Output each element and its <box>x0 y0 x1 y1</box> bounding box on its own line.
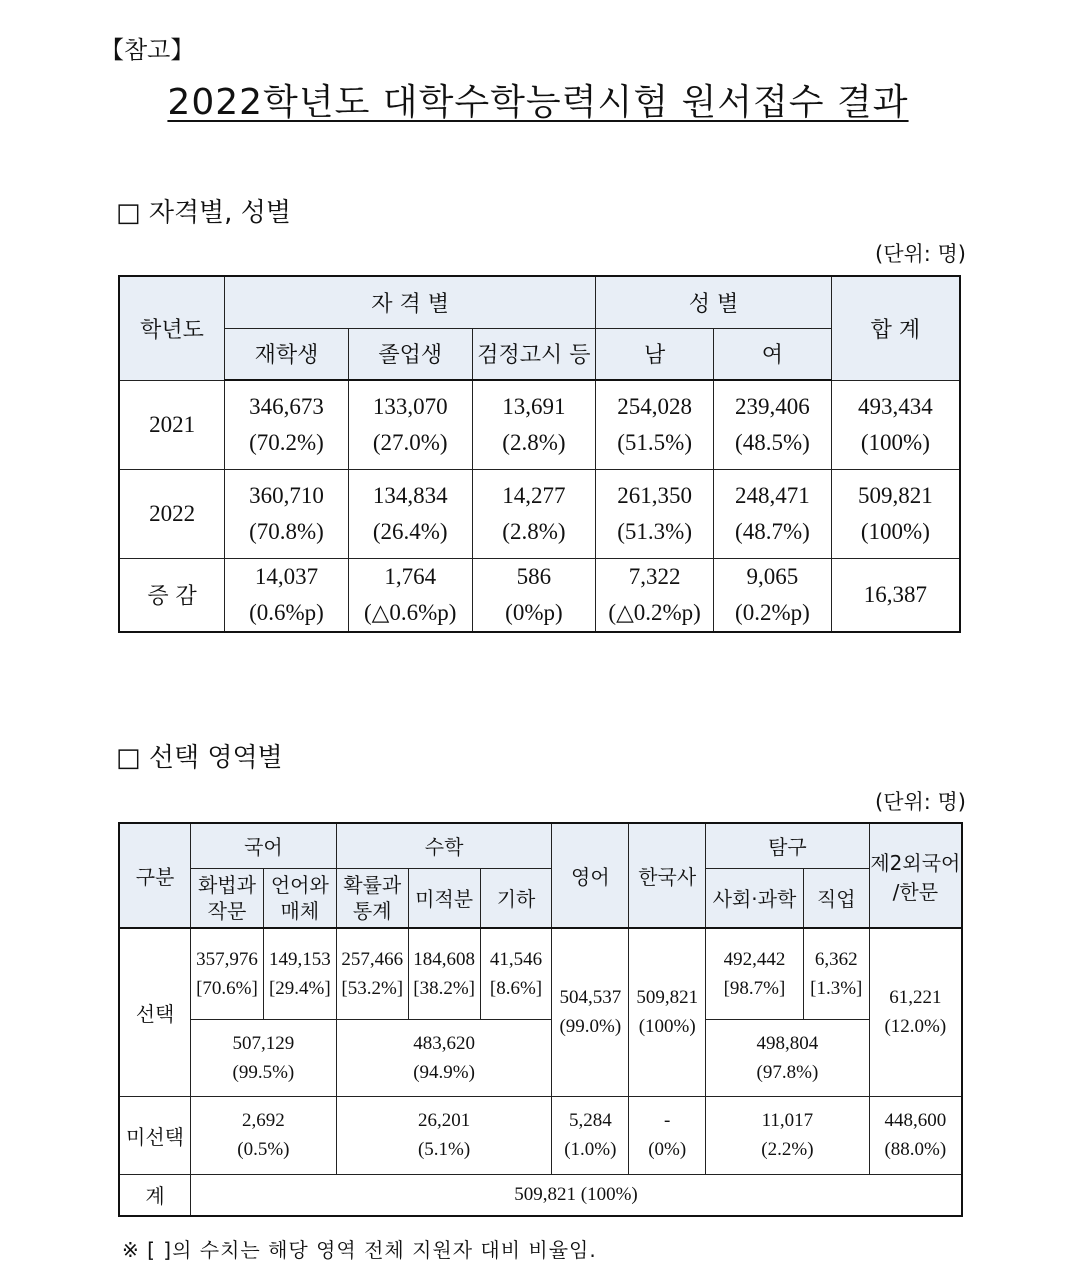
header-probability-statistics: 확률과 통계 <box>336 868 408 928</box>
cell: 5,284 (1.0%) <box>552 1096 629 1174</box>
cell: 11,017 (2.2%) <box>706 1096 870 1174</box>
header-language-media: 언어와 매체 <box>263 868 336 928</box>
cell: 184,608 [38.2%] <box>408 928 480 1019</box>
cell: 248,471 (48.7%) <box>714 469 832 558</box>
cell: 41,546 [8.6%] <box>480 928 552 1019</box>
table-row <box>119 1019 962 1096</box>
table-row <box>119 1174 962 1216</box>
cell: 448,600 (88.0%) <box>869 1096 962 1174</box>
row-label-total: 계 <box>119 1174 191 1216</box>
header-gubun: 구분 <box>119 823 191 928</box>
header-korean: 국어 <box>191 823 337 868</box>
header-qualification: 자 격 별 <box>225 276 596 328</box>
cell: 509,821 (100%) <box>629 928 706 1096</box>
footnote: ※ [ ]의 수치는 해당 영역 전체 지원자 대비 비율임. <box>122 1238 597 1262</box>
header-korean-history: 한국사 <box>629 823 706 928</box>
document-title: 2022학년도 대학수학능력시험 원서접수 결과 <box>167 82 909 123</box>
cell: 261,350 (51.3%) <box>596 469 714 558</box>
cell: 13,691 (2.8%) <box>472 380 596 469</box>
qualification-gender-table <box>118 275 961 633</box>
cell: 134,834 (26.4%) <box>348 469 472 558</box>
header-calculus: 미적분 <box>408 868 480 928</box>
section-heading-qualification-gender: □ 자격별, 성별 <box>116 198 291 228</box>
header-second-language: 제2외국어 /한문 <box>869 823 962 928</box>
cell: 586 (0%p) <box>472 558 596 632</box>
cell: 483,620 (94.9%) <box>336 1019 552 1096</box>
header-vocational: 직업 <box>803 868 869 928</box>
header-math: 수학 <box>336 823 552 868</box>
row-label: 증 감 <box>119 558 225 632</box>
total-cell: 509,821 (100%) <box>191 1174 962 1216</box>
cell: - (0%) <box>629 1096 706 1174</box>
cell: 498,804 (97.8%) <box>706 1019 870 1096</box>
cell: 2,692 (0.5%) <box>191 1096 337 1174</box>
cell: 493,434 (100%) <box>831 380 960 469</box>
cell: 9,065 (0.2%p) <box>714 558 832 632</box>
cell: 360,710 (70.8%) <box>225 469 349 558</box>
table-row <box>119 1096 962 1174</box>
table-row <box>119 558 960 632</box>
row-label: 2021 <box>119 380 225 469</box>
cell: 507,129 (99.5%) <box>191 1019 337 1096</box>
header-ged: 검정고시 등 <box>472 328 596 380</box>
header-year: 학년도 <box>119 276 225 380</box>
header-english: 영어 <box>552 823 629 928</box>
table-row <box>119 380 960 469</box>
cell: 16,387 <box>831 558 960 632</box>
header-male: 남 <box>596 328 714 380</box>
subject-selection-table <box>118 822 963 1217</box>
cell: 346,673 (70.2%) <box>225 380 349 469</box>
unit-label: (단위: 명) <box>875 790 966 814</box>
table-row <box>119 469 960 558</box>
cell: 149,153 [29.4%] <box>263 928 336 1019</box>
header-speech-writing: 화법과 작문 <box>191 868 264 928</box>
cell: 1,764 (△0.6%p) <box>348 558 472 632</box>
cell: 254,028 (51.5%) <box>596 380 714 469</box>
cell: 61,221 (12.0%) <box>869 928 962 1096</box>
cell: 257,466 [53.2%] <box>336 928 408 1019</box>
row-label: 2022 <box>119 469 225 558</box>
header-female: 여 <box>714 328 832 380</box>
cell: 133,070 (27.0%) <box>348 380 472 469</box>
header-graduate: 졸업생 <box>348 328 472 380</box>
unit-label: (단위: 명) <box>875 242 966 266</box>
header-inquiry: 탐구 <box>706 823 870 868</box>
header-geometry: 기하 <box>480 868 552 928</box>
header-total: 합 계 <box>831 276 960 380</box>
cell: 357,976 [70.6%] <box>191 928 264 1019</box>
row-label-unselected: 미선택 <box>119 1096 191 1174</box>
cell: 6,362 [1.3%] <box>803 928 869 1019</box>
header-enrolled: 재학생 <box>225 328 349 380</box>
cell: 239,406 (48.5%) <box>714 380 832 469</box>
cell: 14,277 (2.8%) <box>472 469 596 558</box>
cell: 504,537 (99.0%) <box>552 928 629 1096</box>
cell: 492,442 [98.7%] <box>706 928 804 1019</box>
section-heading-subject: □ 선택 영역별 <box>116 743 283 773</box>
header-gender: 성 별 <box>596 276 832 328</box>
cell: 14,037 (0.6%p) <box>225 558 349 632</box>
table-row <box>119 928 962 1019</box>
cell: 509,821 (100%) <box>831 469 960 558</box>
cell: 7,322 (△0.2%p) <box>596 558 714 632</box>
cell: 26,201 (5.1%) <box>336 1096 552 1174</box>
reference-label: 【참고】 <box>100 36 195 64</box>
row-label-selected: 선택 <box>119 928 191 1096</box>
header-social-science: 사회·과학 <box>706 868 804 928</box>
